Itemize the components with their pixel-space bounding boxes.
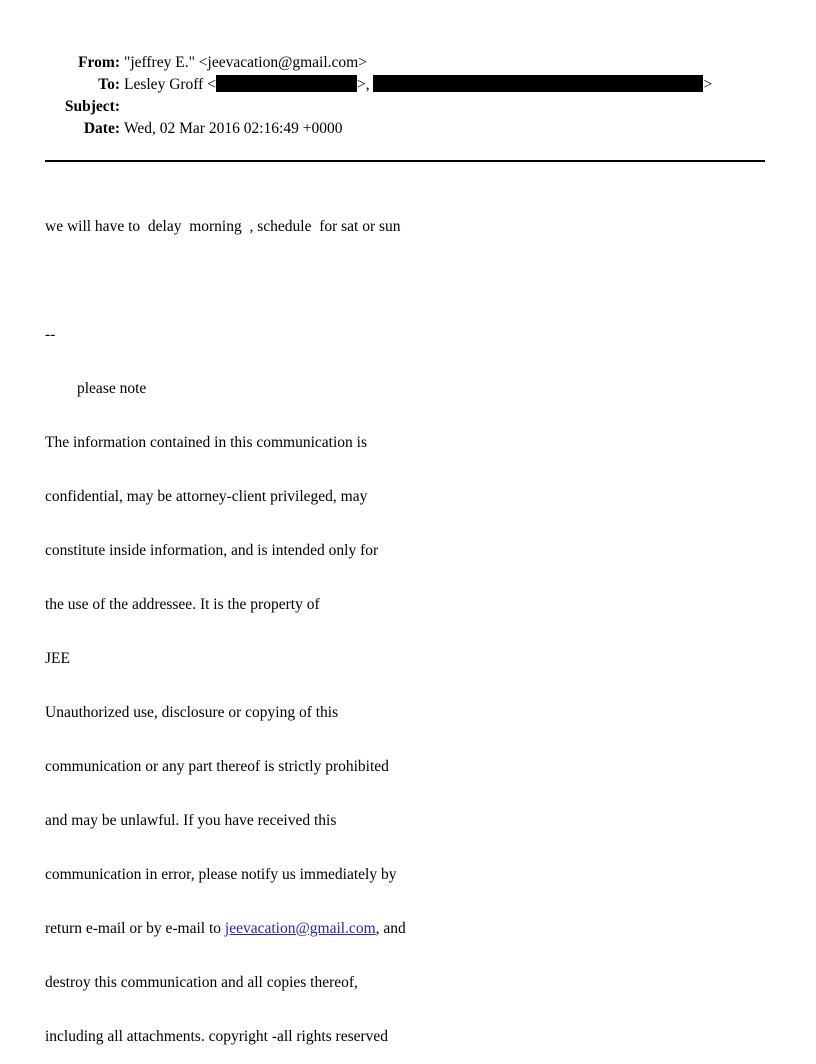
- disclaimer-line: communication in error, please notify us immediately by: [45, 866, 397, 883]
- date-value: Wed, 02 Mar 2016 02:16:49 +0000: [124, 120, 343, 137]
- from-label: From:: [78, 54, 120, 71]
- to-separator: >,: [356, 76, 374, 93]
- closing-line: destroy this communication and all copies thereof,: [45, 974, 358, 991]
- closing-line: including all attachments. copyright -all rights reserved: [45, 1028, 389, 1045]
- disclaimer-line: communication or any part thereof is strictly prohibited: [45, 758, 389, 775]
- disclaimer-line: The information contained in this communication is: [45, 434, 367, 451]
- please-note-line: please note: [77, 380, 147, 397]
- to-label: To:: [98, 76, 120, 93]
- email-body: [45, 182, 765, 1064]
- redaction-block: [216, 75, 357, 92]
- to-end: >: [703, 76, 713, 93]
- from-value: "jeffrey E." <jeevacation@gmail.com>: [124, 54, 367, 71]
- disclaimer-line: and may be unlawful. If you have received this: [45, 812, 337, 829]
- return-suffix: , and: [375, 920, 406, 937]
- blank-line: [45, 272, 765, 290]
- return-prefix: return e-mail or by e-mail to: [45, 920, 225, 937]
- to-value: [124, 74, 712, 96]
- header-divider: [45, 160, 765, 162]
- disclaimer-line: JEE: [45, 650, 70, 667]
- return-line: [45, 920, 765, 938]
- email-link[interactable]: jeevacation@gmail.com: [224, 920, 376, 937]
- redaction-block: [373, 75, 703, 92]
- disclaimer-line: confidential, may be attorney-client privileged, may: [45, 488, 368, 505]
- signature-separator: --: [45, 326, 56, 343]
- message-line: we will have to delay morning , schedule for sat or sun: [45, 218, 401, 235]
- date-label: Date:: [83, 120, 120, 137]
- to-name: Lesley Groff <: [124, 76, 216, 93]
- subject-label: Subject:: [64, 98, 120, 115]
- disclaimer-line: constitute inside information, and is intended only for: [45, 542, 379, 559]
- disclaimer-line: Unauthorized use, disclosure or copying of this: [45, 704, 339, 721]
- disclaimer-line: the use of the addressee. It is the property of: [45, 596, 320, 613]
